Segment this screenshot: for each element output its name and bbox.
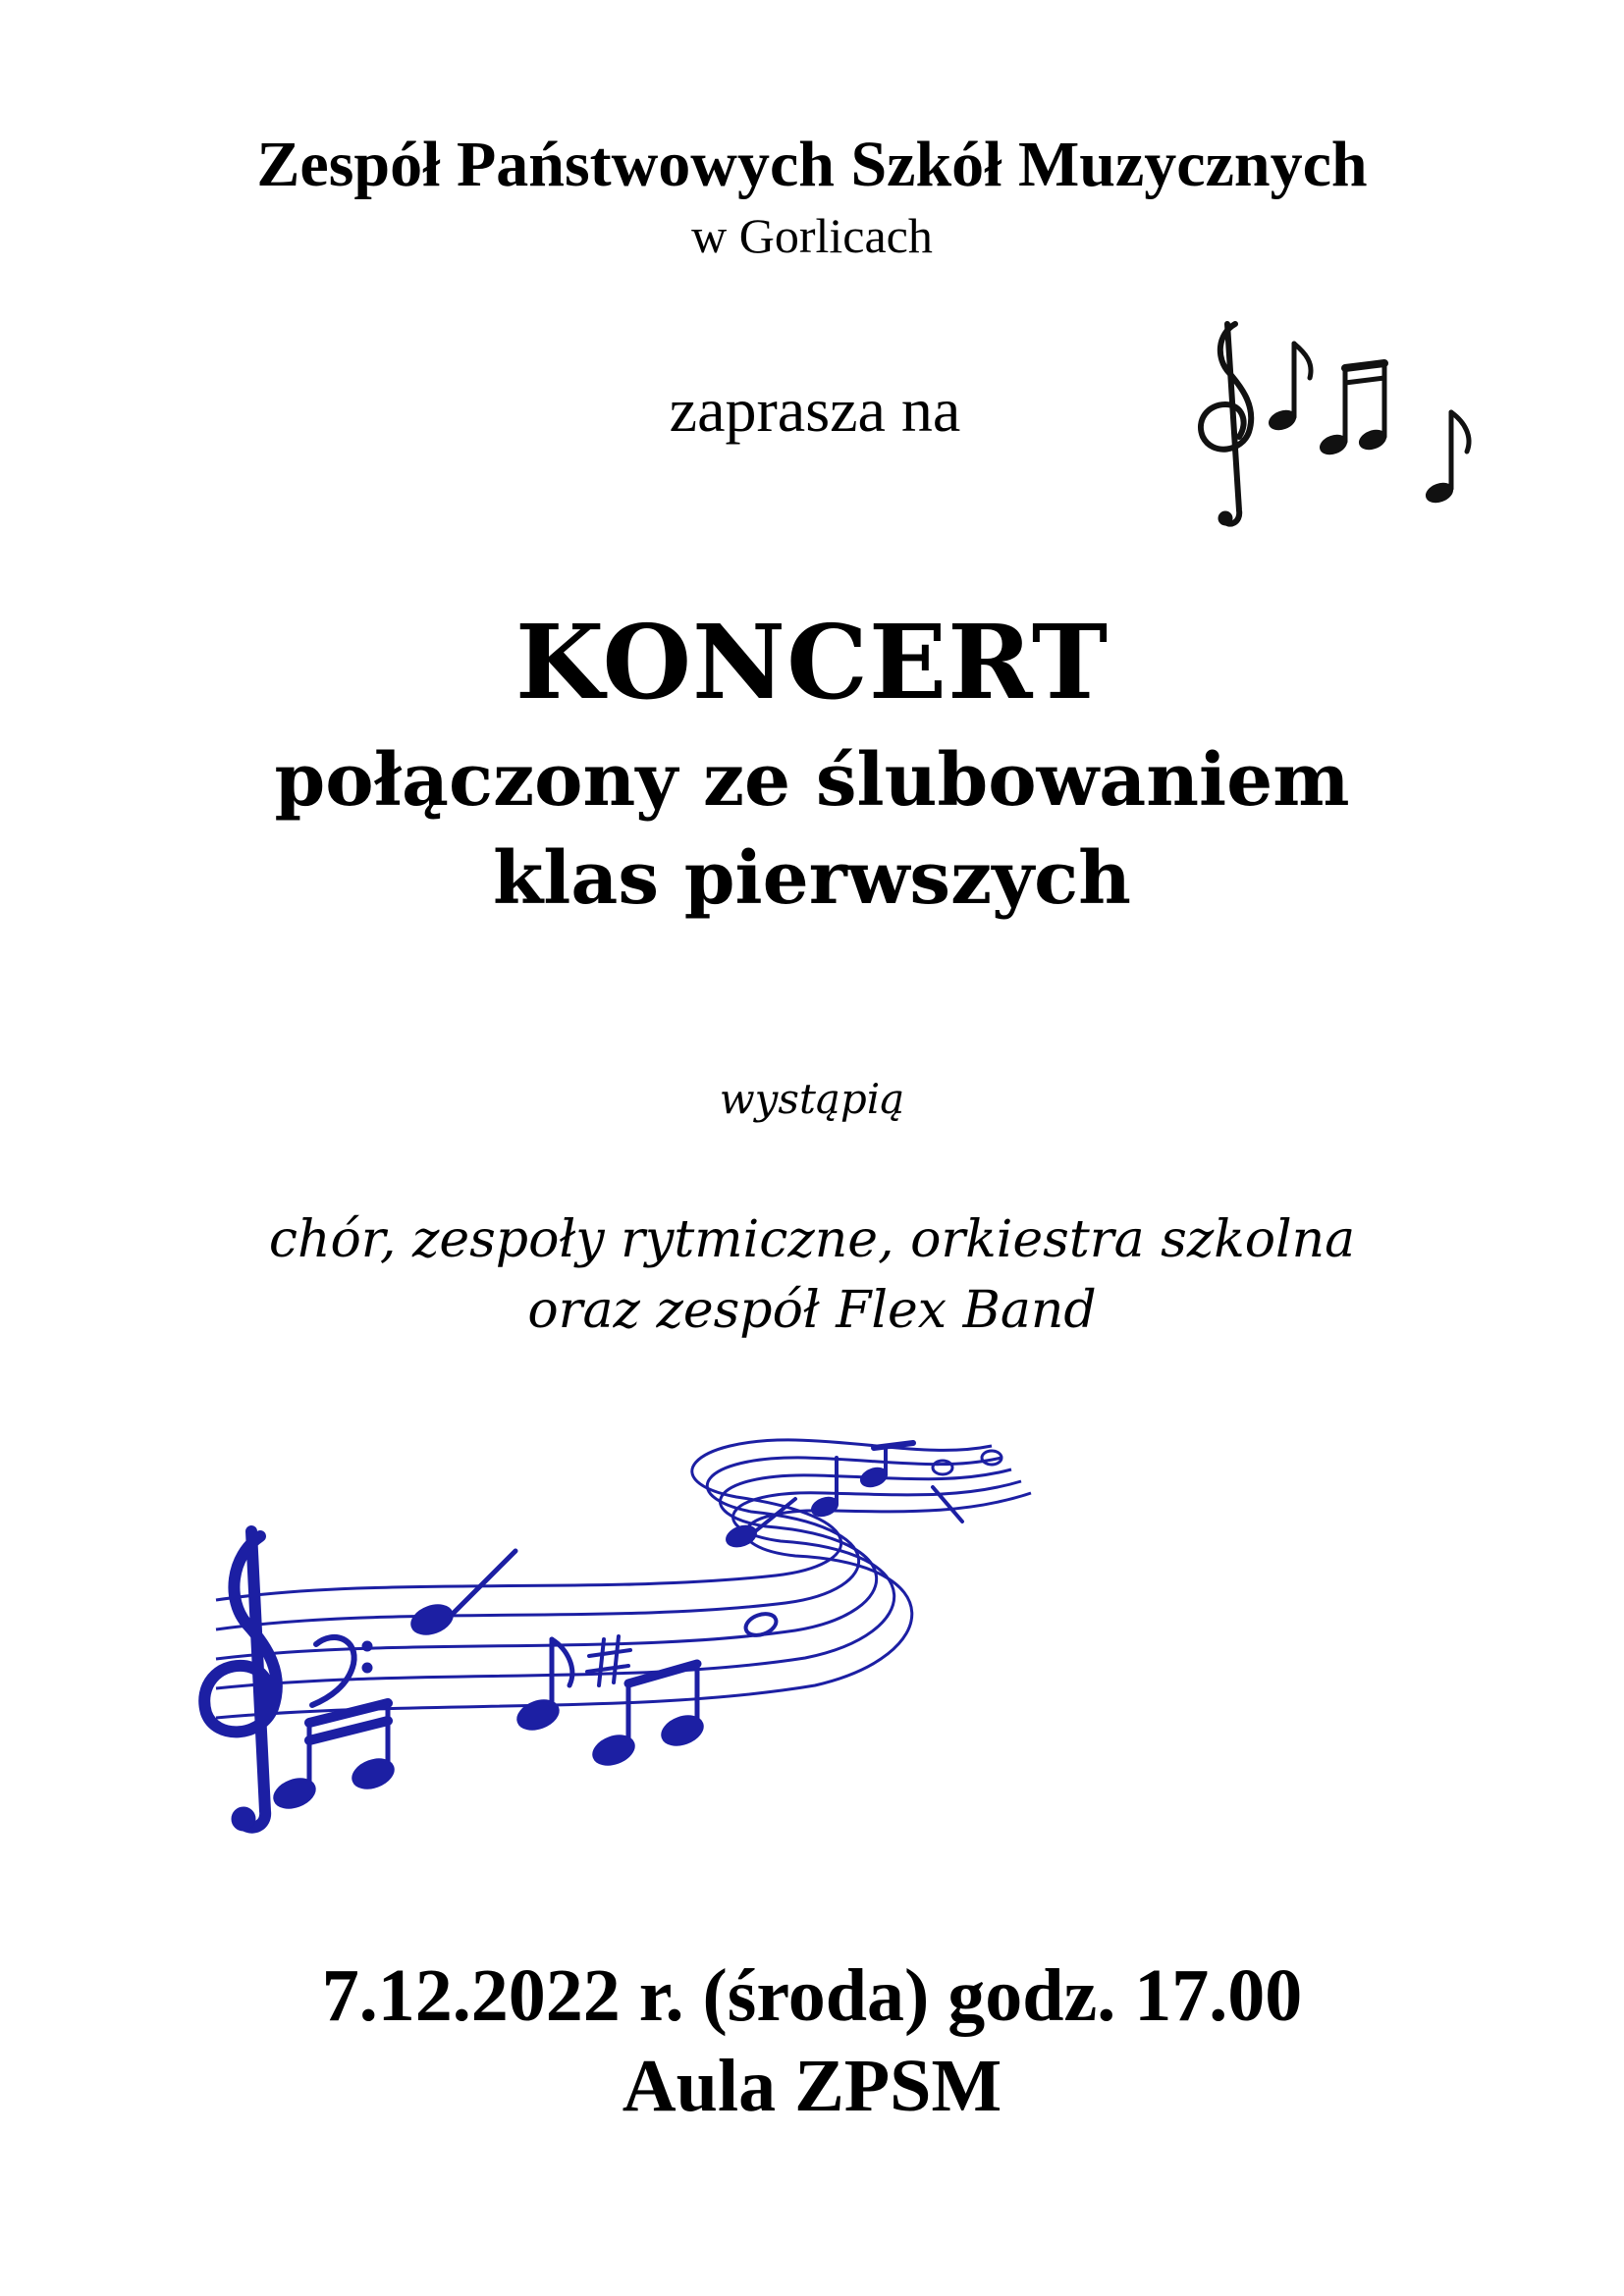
concert-subtitle-line1: połączony ze ślubowaniem <box>274 738 1350 823</box>
event-date-time: 7.12.2022 r. (środa) godz. 17.00 <box>321 1954 1303 2037</box>
music-notes-icon <box>1188 314 1512 530</box>
invitation-text: zaprasza na <box>669 375 961 445</box>
event-place: Aula ZPSM <box>622 2045 1002 2127</box>
concert-title: KONCERT <box>514 602 1110 722</box>
performers-line2: oraz zespół Flex Band <box>527 1281 1097 1340</box>
performers-line1: chór, zespoły rytmiczne, orkiestra szkolna <box>268 1210 1356 1269</box>
school-city: w Gorlicach <box>691 208 933 263</box>
performers-label: wystąpią <box>719 1075 905 1123</box>
school-name: Zespół Państwowych Szkół Muzycznych <box>256 129 1368 200</box>
concert-subtitle-line2: klas pierwszych <box>493 836 1131 921</box>
music-staff-wave-icon <box>187 1428 1100 1860</box>
